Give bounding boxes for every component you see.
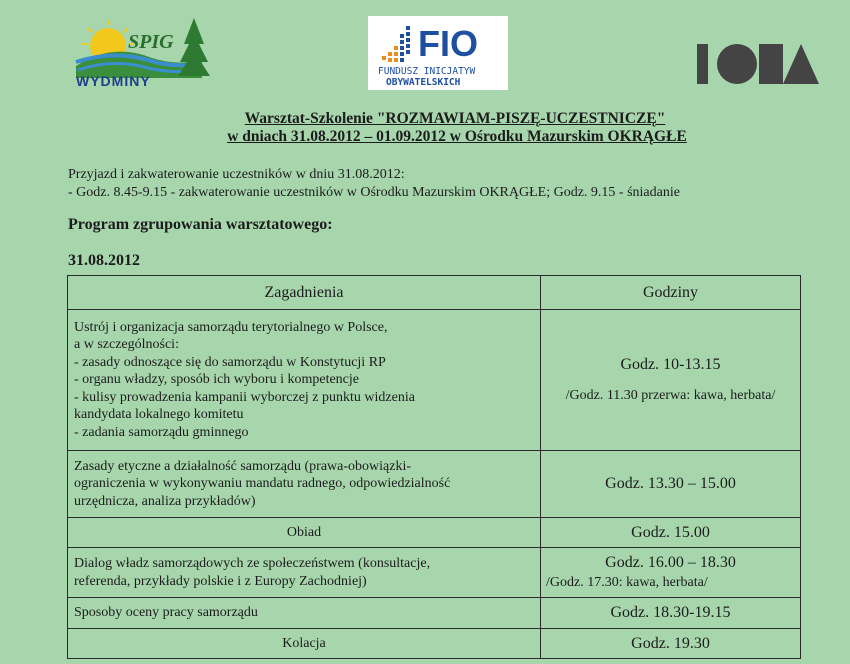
hours-value: Godz. 15.00 [631, 523, 710, 541]
title-line-1: Warsztat-Szkolenie "ROZMAWIAM-PISZĘ-UCZESTNICZĘ" [244, 110, 666, 127]
svg-text:WYDMINY: WYDMINY [76, 73, 151, 88]
topic-line: Kolacja [282, 635, 326, 651]
table-row [68, 518, 801, 548]
topic-line: kandydata lokalnego komitetu [74, 407, 244, 423]
hours-value: Godz. 16.00 – 18.30 [605, 554, 736, 571]
header-topics: Zagadnienia [68, 276, 541, 310]
title-line-2: w dniach 31.08.2012 – 01.09.2012 w Ośrodku Mazurskim OKRĄGŁE [227, 128, 687, 145]
schedule-table [67, 275, 801, 659]
fio-logo [368, 16, 508, 90]
table-row [68, 310, 801, 451]
topic-cell [68, 598, 541, 629]
hours-cell [541, 518, 801, 548]
table-row [68, 548, 801, 598]
topic-line: referenda, przykłady polskie i z Europy Zachodniej) [74, 573, 367, 589]
spig-wydminy-logo [72, 14, 212, 88]
hours-cell [541, 548, 801, 598]
topic-line: a w szczególności: [74, 337, 179, 353]
hours-cell [541, 598, 801, 629]
topic-line: - kulisy prowadzenia kampanii wyborczej z punktu widzenia [74, 389, 415, 405]
topic-cell [68, 548, 541, 598]
topic-line: - zadania samorządu gminnego [74, 424, 249, 440]
iota-logo [697, 42, 819, 86]
svg-text:FUNDUSZ INICJATYW: FUNDUSZ INICJATYW [378, 66, 476, 77]
hours-value: Godz. 18.30-19.15 [610, 604, 731, 622]
table-header-row [68, 276, 801, 310]
table-row [68, 598, 801, 629]
arrival-line-1: Przyjazd i zakwaterowanie uczestników w dniu 31.08.2012: [68, 167, 405, 182]
topic-line: - zasady odnoszące się do samorządu w Konstytucji RP [74, 354, 386, 370]
topic-line: urzędnicza, analiza przykładów) [74, 493, 256, 509]
topic-cell [68, 310, 541, 451]
topic-line: - organu władzy, sposób ich wyboru i kompetencje [74, 372, 359, 388]
topic-line: Ustrój i organizacja samorządu terytorialnego w Polsce, [74, 319, 388, 335]
topic-cell [68, 518, 541, 548]
program-heading: Program zgrupowania warsztatowego: [68, 216, 333, 233]
date-heading: 31.08.2012 [68, 252, 140, 269]
hours-value: Godz. 10-13.15 [620, 355, 721, 373]
arrival-line-2: - Godz. 8.45-9.15 - zakwaterowanie uczestników w Ośrodku Mazurskim OKRĄGŁE; Godz. 9.15 - śniadanie [68, 185, 680, 200]
topic-line: Sposoby oceny pracy samorządu [74, 605, 258, 621]
arrival-info [68, 166, 680, 202]
topic-line: Dialog władz samorządowych ze społeczeństwem (konsultacje, [74, 556, 431, 571]
hours-note: /Godz. 17.30: kawa, herbata/ [546, 574, 708, 590]
table-row [68, 451, 801, 518]
topic-cell [68, 451, 541, 518]
svg-text:FIO: FIO [418, 23, 478, 64]
svg-text:OBYWATELSKICH: OBYWATELSKICH [386, 77, 461, 88]
topic-cell [68, 629, 541, 659]
topic-line: Zasady etyczne a działalność samorządu (prawa-obowiązki- [74, 458, 412, 474]
hours-value: Godz. 19.30 [631, 634, 710, 652]
workshop-title [0, 110, 850, 146]
header-hours: Godziny [541, 276, 801, 310]
topic-line: Obiad [286, 524, 322, 540]
hours-cell [541, 310, 801, 451]
hours-note: /Godz. 11.30 przerwa: kawa, herbata/ [565, 388, 776, 403]
hours-cell [541, 629, 801, 659]
svg-text:SPIG: SPIG [128, 31, 174, 53]
topic-line: ograniczenia w wykonywaniu mandatu radnego, odpowiedzialność [74, 476, 451, 492]
table-row [68, 629, 801, 659]
hours-cell [541, 451, 801, 518]
svg-text:IOTA: IOTA [697, 42, 700, 43]
hours-value: Godz. 13.30 – 15.00 [605, 475, 736, 493]
